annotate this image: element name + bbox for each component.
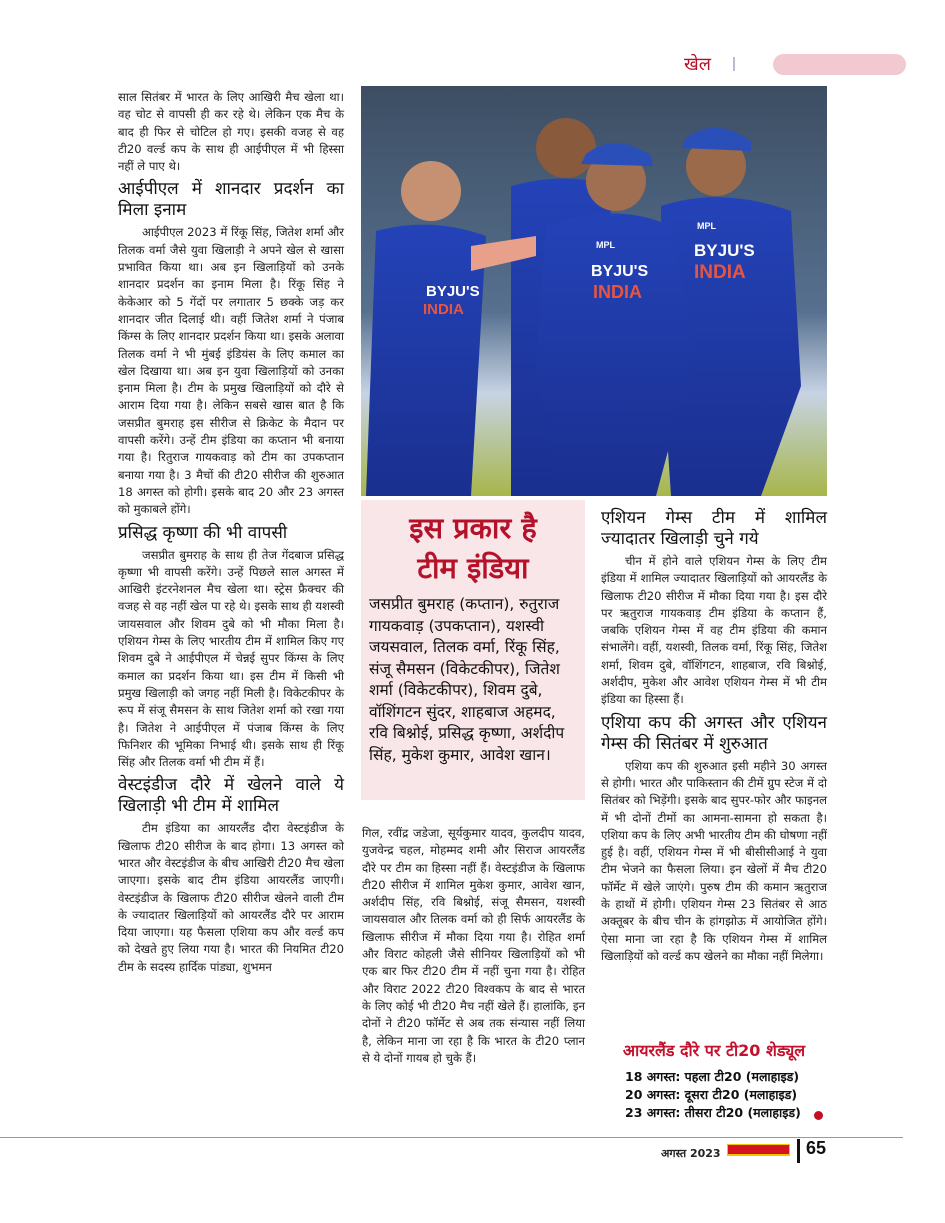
paragraph: जसप्रीत बुमराह के साथ ही तेज गेंदबाज प्रसिद्ध कृष्णा भी वापसी करेंगे। उन्हें पिछले साल अगस्त में आखिरी इंटरनेशनल मैच खेला था। स्ट्रेस फ्रैक्चर की वजह से वह नहीं खेल पा रहे थे। इसके साथ ही यशस्वी जायसवाल और शिवम दुबे को भी मौका मिला है। एशियन गेम्स के लिए भारतीय टीम में शामिल किए गए शिवम दुबे ने आईपीएल में चेन्नई सुपर किंग्स के लिए कमाल का प्रदर्शन किया था। इस टीम में किसी भी प्रमुख खिलाड़ी को जगह नहीं मिली है। विकेटकीपर के रूप में संजू सैमसन के साथ जितेश शर्मा को रखा गया है। जितेश ने आईपीएल में पंजाब किंग्स के लिए फिनिशर की भूमिका निभाई थी। इसके साथ ही रिंकू सिंह और तिलक वर्मा भी टीम में हैं। (118, 547, 344, 770)
subheading: एशियन गेम्स टीम में शामिल ज्यादातर खिलाड़ी चुने गये (601, 508, 827, 549)
schedule-title: आयरलैंड दौरे पर टी20 शेड्यूल (622, 1041, 806, 1060)
article-column-3 (601, 508, 827, 965)
squad-title-line: टीम इंडिया (417, 551, 529, 585)
team-squad-box (361, 500, 585, 800)
issue-date: अगस्त 2023 (661, 1147, 721, 1160)
paragraph: गिल, रवींद्र जडेजा, सूर्यकुमार यादव, कुलदीप यादव, युजवेन्द्र चहल, मोहम्मद शमी और सिराज आयरलैंड दौरे पर टीम का हिस्सा नहीं हैं। वेस्टइंडीज के खिलाफ टी20 सीरीज में शामिल मुकेश कुमार, आवेश खान, अर्शदीप सिंह, रवि बिश्नोई, संजू सैमसन, यशस्वी जायसवाल और तिलक वर्मा को ही सिर्फ आयरलैंड के खिलाफ सीरीज में मौका दिया गया है। रोहित शर्मा और विराट कोहली जैसे सीनियर खिलाड़ियों को भी एक बार फिर टी20 टीम में नहीं चुना गया है। रोहित और विराट 2022 टी20 विश्वकप के बाद से भारत के लिए कोई भी टी20 मैच नहीं खेले हैं। हालांकि, इन दोनों ने टी20 फॉर्मेट से अब तक संन्यास नहीं लिया है, लेकिन माना जा रहा है कि भारत के टी20 प्लान से ये दोनों गायब हो चुके हैं। (362, 826, 585, 1065)
subheading: आईपीएल में शानदार प्रदर्शन का मिला इनाम (118, 179, 344, 221)
footer-separator (797, 1139, 800, 1163)
jersey-sponsor: BYJU'S (694, 241, 755, 260)
article-column-2 (362, 825, 585, 1067)
team-india-photo (361, 86, 827, 496)
schedule-item: 18 अगस्त: पहला टी20 (मलाहाइड) (625, 1069, 800, 1084)
squad-box-title (361, 508, 585, 588)
schedule-item: 23 अगस्त: तीसरा टी20 (मलाहाइड) (625, 1105, 801, 1120)
paragraph: एशिया कप की शुरुआत इसी महीने 30 अगस्त से होगी। भारत और पाकिस्तान की टीमें ग्रुप स्टेज में दो सितंबर को भिड़ेंगी। इसके बाद सुपर-फोर और फाइनल में भी दोनों टीमों का आमना-सामना हो सकता है। एशिया कप के लिए अभी भारतीय टीम की घोषणा नहीं हुई है। वहीं, एशियन गेम्स में भी बीसीसीआई ने युवा टीम भेजने का फैसला लिया। इन खेलों में मैच टी20 फॉर्मेट में खेले जाएंगे। पुरुष टीम की कमान ऋतुराज के हाथों में होगी। एशियन गेम्स 23 सितंबर से आठ अक्तूबर के बीच चीन के हांगझोऊ में आयोजित होंगे। ऐसा माना जा रहा है कि एशियन गेम्स में शामिल खिलाड़ियों को वर्ल्ड कप खेलने का मौका नहीं मिलेगा। (601, 758, 827, 963)
header-pill-decoration (773, 54, 906, 75)
jersey-text: INDIA (694, 262, 746, 283)
squad-list: जसप्रीत बुमराह (कप्तान), रुतुराज गायकवाड़ (उपकप्तान), यशस्वी जयसवाल, तिलक वर्मा, रिंकू सिंह, संजू सैमसन (विकेटकीपर), जितेश शर्मा (विकेटकीपर), शिवम दुबे, वॉशिंगटन सुंदर, शाहबाज अहमद, रवि बिश्नोई, प्रसिद्ध कृष्णा, अर्शदीप सिंह, मुकेश कुमार, आवेश खान। (369, 595, 565, 764)
footer-divider (0, 1137, 903, 1138)
schedule-item: 20 अगस्त: दूसरा टी20 (मलाहाइड) (625, 1087, 798, 1102)
paragraph: टीम इंडिया का आयरलैंड दौरा वेस्टइंडीज के खिलाफ टी20 सीरीज के बाद होगा। 13 अगस्त को भारत और वेस्टइंडीज के बीच आखिरी टी20 मैच खेला जाएगा। इसके बाद टीम इंडिया आयरलैंड जाएगी। वेस्टइंडीज के खिलाफ टी20 सीरीज खेलने वाली टीम के ज्यादातर खिलाड़ियों को आयरलैंड दौरे पर आराम दिया जाएगा। यह फैसला एशिया कप और वर्ल्ड कप को देखते हुए लिया गया है। भारत की नियमित टी20 टीम के सदस्य हार्दिक पांड्या, शुभमन (118, 821, 344, 974)
section-label: खेल (684, 54, 711, 75)
subheading: वेस्टइंडीज दौरे में खेलने वाले ये खिलाड़ी भी टीम में शामिल (118, 775, 344, 817)
paragraph: साल सितंबर में भारत के लिए आखिरी मैच खेला था। वह चोट से वापसी ही कर रहे थे। लेकिन एक मैच के बाद ही फिर से चोटिल हो गए। इसकी वजह से वह टी20 वर्ल्ड कप के साथ ही आईपीएल में भी हिस्सा नहीं ले पाए थे। (118, 90, 344, 174)
magazine-logo (727, 1144, 790, 1156)
article-column-1 (118, 89, 344, 976)
jersey-text: INDIA (593, 282, 642, 302)
end-mark-dot-icon (814, 1111, 823, 1120)
jersey-text: INDIA (423, 301, 464, 318)
jersey-sponsor: BYJU'S (591, 263, 649, 280)
paragraph: आईपीएल 2023 में रिंकू सिंह, जितेश शर्मा और तिलक वर्मा जैसे युवा खिलाड़ी ने अपने खेल से खासा प्रभावित किया था। अब इन खिलाड़ियों को उनके शानदार प्रदर्शन का इनाम मिला है। रिंकू सिंह ने केकेआर को 5 गेंदों पर लगातार 5 छक्के जड़ कर शानदार जीत दिलाई थी। वहीं जितेश शर्मा ने पंजाब किंग्स के लिए शानदार प्रदर्शन किया था। इसके अलावा तिलक वर्मा ने भी मुंबई इंडियंस के लिए कमाल का खेल दिखाया था। अब इन युवा खिलाड़ियों को उनका इनाम मिला है। टीम के प्रमुख खिलाड़ियों को दौरे से आराम दिया गया है। लेकिन सबसे खास बात है कि जसप्रीत बुमराह इस सीरीज से क्रिकेट के मैदान पर वापसी करेंगे। उन्हें टीम इंडिया का कप्तान भी बनाया गया है। रितुराज गायकवाड़ को टीम का उपकप्तान बनाया गया है। 3 मैचों की टी20 सीरीज की शुरुआत 18 अगस्त को होगी। इसके बाद 20 और 23 अगस्त को मुकाबले होंगे। (118, 225, 344, 517)
subheading: प्रसिद्ध कृष्णा की भी वापसी (118, 522, 288, 543)
players-illustration (361, 86, 827, 496)
jersey-sponsor: BYJU'S (426, 283, 480, 300)
kit-brand: MPL (596, 240, 615, 250)
paragraph: चीन में होने वाले एशियन गेम्स के लिए टीम इंडिया में शामिल ज्यादातर खिलाड़ियों को आयरलैंड के खिलाफ टी20 सीरीज में मौका दिया गया है। इस दौरे पर ऋतुराज गायकवाड़ टीम इंडिया के कप्तान हैं, जबकि एशियन गेम्स में वह टीम इंडिया की कमान संभालेंगे। वहीं, यशस्वी, तिलक वर्मा, रिंकू सिंह, जितेश शर्मा, शिवम दुबे, वॉशिंगटन, शाहबाज, रवि बिश्नोई, अर्शदीप, मुकेश और आवेश एशियन गेम्स में भी टीम इंडिया का हिस्सा हैं। (601, 554, 827, 707)
schedule-list (625, 1068, 801, 1122)
page-number: 65 (806, 1138, 827, 1158)
header-divider (733, 57, 735, 71)
kit-brand: MPL (697, 221, 716, 231)
squad-title-line: इस प्रकार है (409, 511, 537, 545)
subheading: एशिया कप की अगस्त और एशियन गेम्स की सितंबर में शुरुआत (601, 712, 827, 754)
